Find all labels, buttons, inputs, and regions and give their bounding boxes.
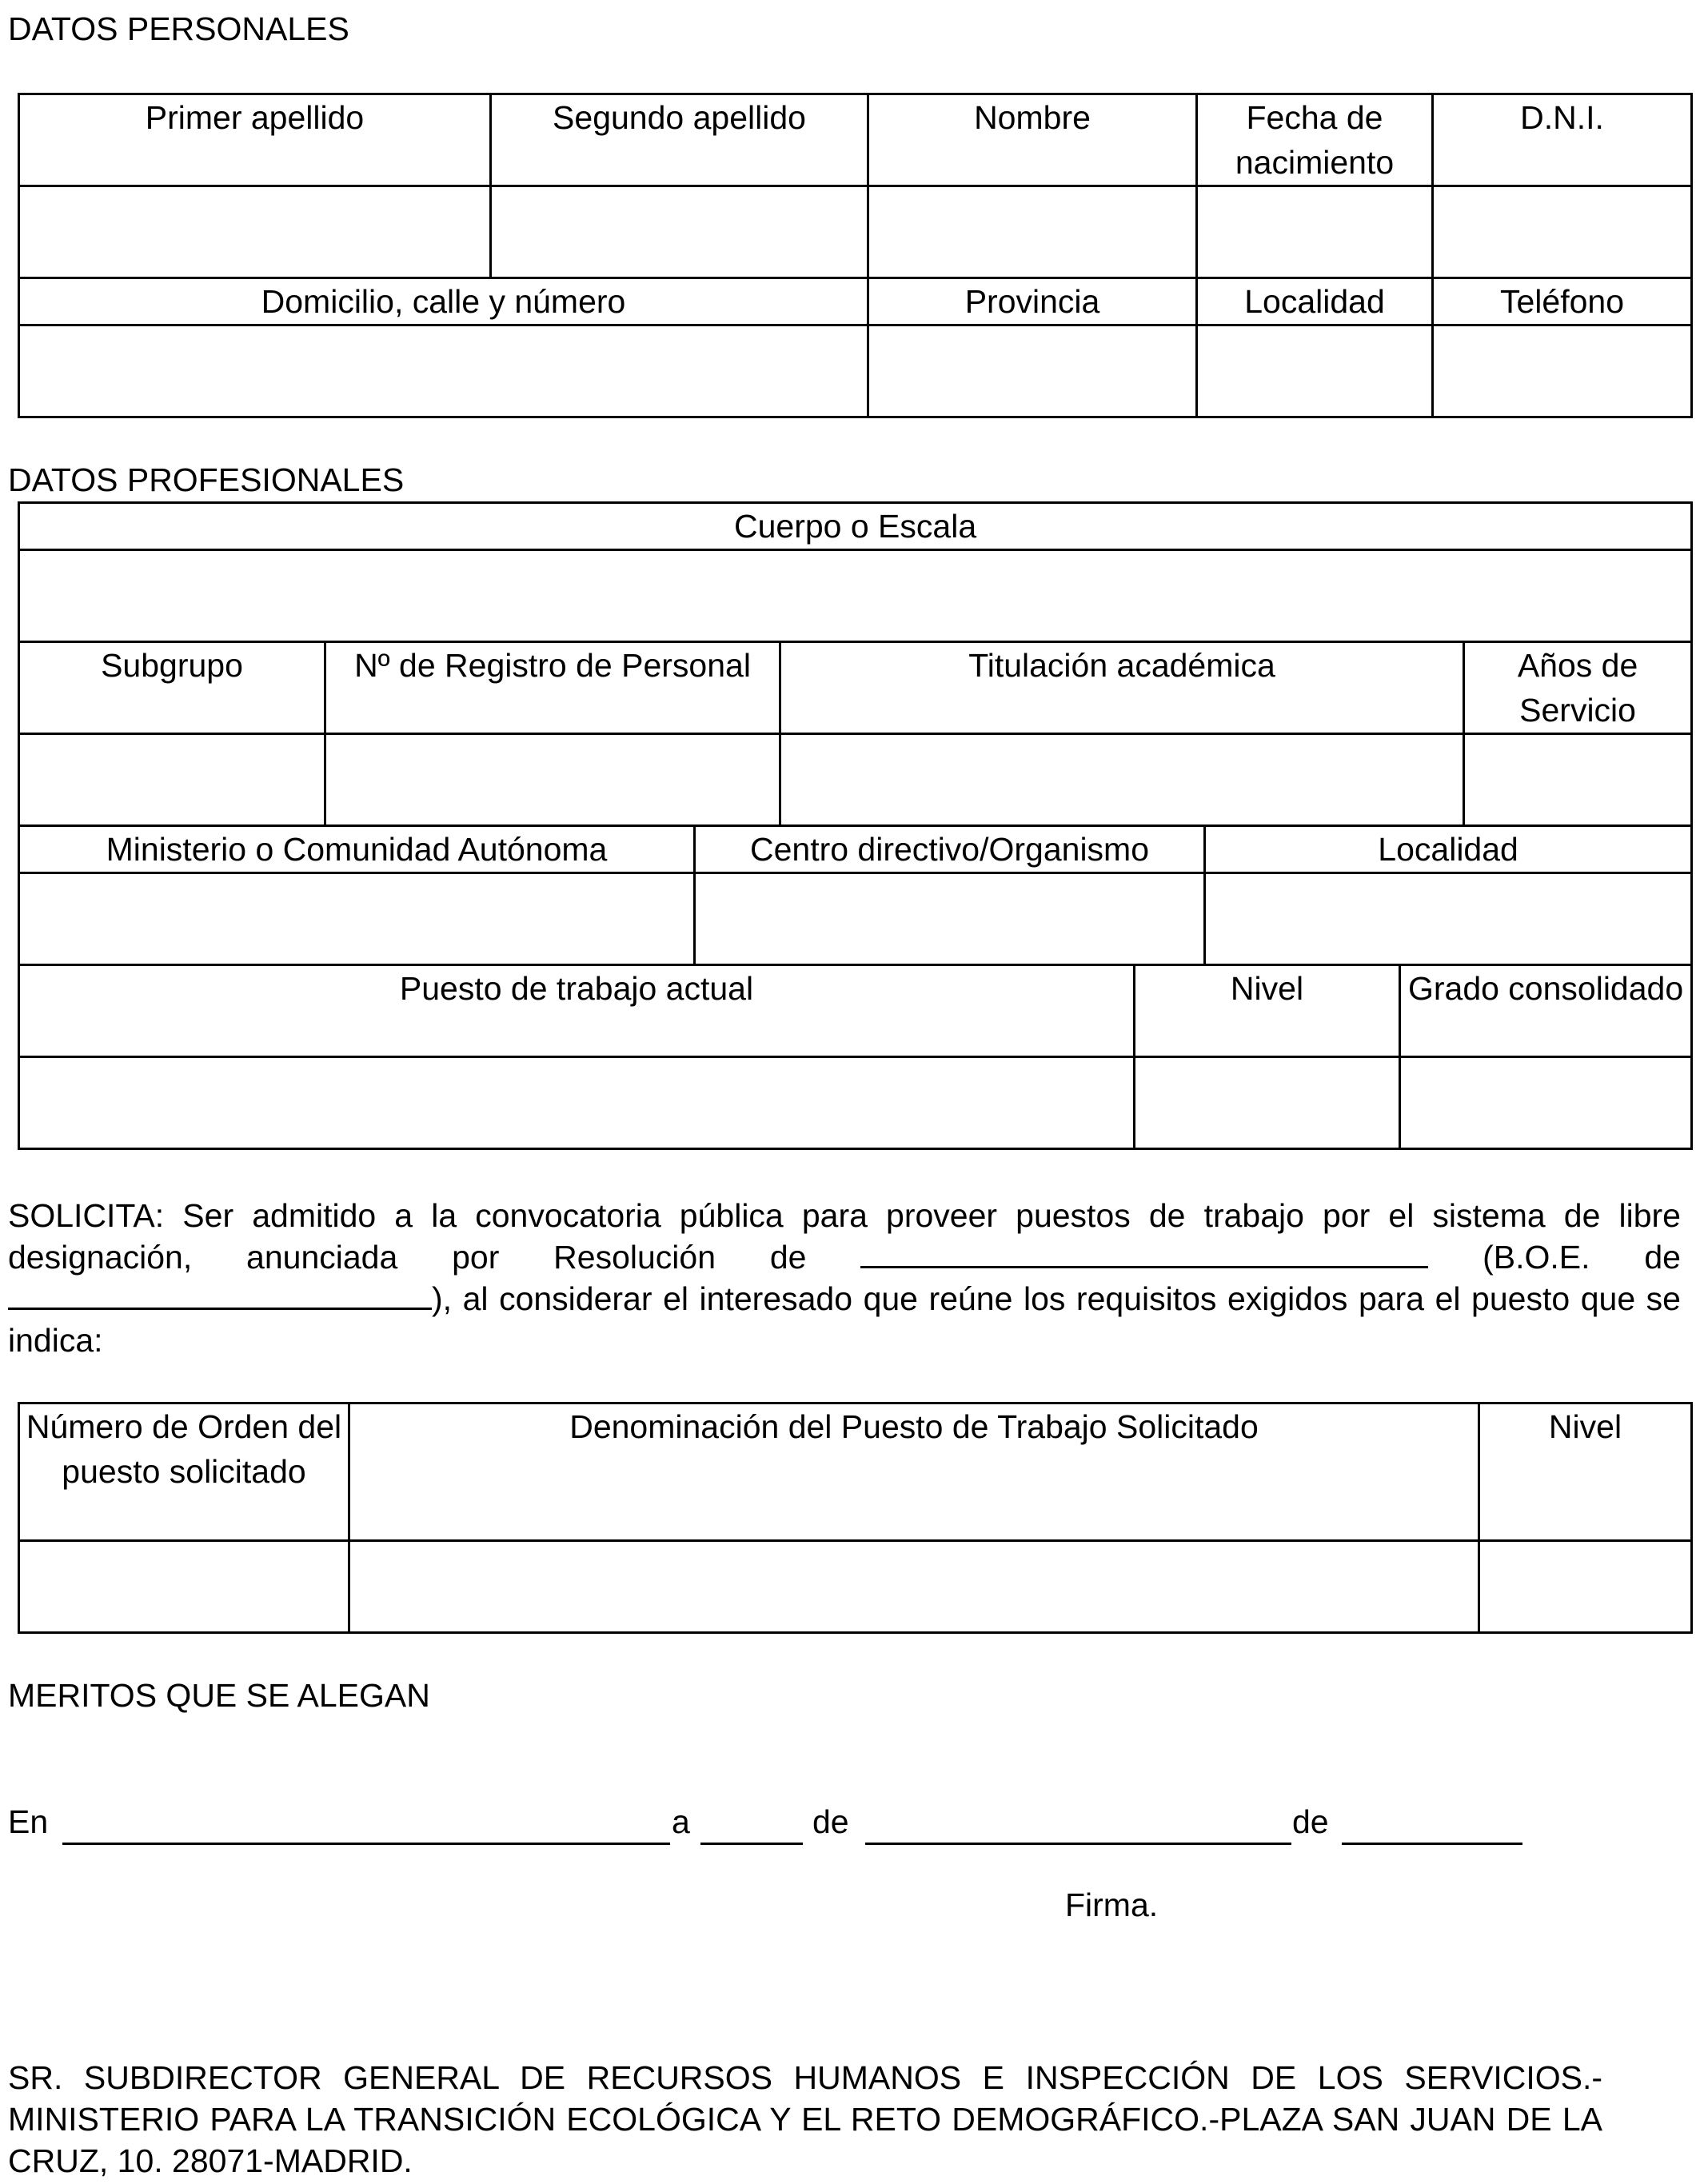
field-provincia[interactable] xyxy=(868,325,1197,417)
header-dni: D.N.I. xyxy=(1433,94,1692,186)
date-de-label-1: de xyxy=(812,1803,849,1840)
solicita-text-1: Ser admitido a la convocatoria pública para proveer puestos de trabajo por el sistema de libre designación, anunciada por Resolución de xyxy=(8,1197,1681,1276)
header-titulacion: Titulación académica xyxy=(780,642,1464,734)
section-title-professional: DATOS PROFESIONALES xyxy=(8,461,405,498)
date-a-label: a xyxy=(672,1803,690,1840)
field-numero-orden[interactable] xyxy=(19,1541,349,1633)
section-title-meritos: MERITOS QUE SE ALEGAN xyxy=(8,1677,430,1714)
resolucion-blank[interactable] xyxy=(860,1239,1428,1268)
recipient-address: SR. SUBDIRECTOR GENERAL DE RECURSOS HUMANOS E INSPECCIÓN DE LOS SERVICIOS.-MINISTERIO PARA LA TRANSICIÓN ECOLÓGICA Y EL RETO DEMOGRÁFICO.-PLAZA SAN JUAN DE LA CRUZ, 10. 28071-MADRID. xyxy=(8,2059,1602,2179)
header-grado-consolidado: Grado consolidado xyxy=(1400,965,1692,1057)
field-fecha-nacimiento[interactable] xyxy=(1197,186,1433,278)
header-puesto-actual: Puesto de trabajo actual xyxy=(19,965,1135,1057)
field-ministerio[interactable] xyxy=(19,873,695,965)
field-titulacion[interactable] xyxy=(780,734,1464,826)
section-title-personal: DATOS PERSONALES xyxy=(8,10,349,47)
header-nivel: Nivel xyxy=(1135,965,1400,1057)
field-domicilio[interactable] xyxy=(19,325,868,417)
header-centro-directivo: Centro directivo/Organismo xyxy=(695,826,1205,873)
header-localidad: Localidad xyxy=(1197,278,1433,325)
date-en-label: En xyxy=(8,1803,49,1840)
solicita-text-2: (B.O.E. xyxy=(1483,1239,1590,1276)
solicita-label: SOLICITA: xyxy=(8,1197,165,1234)
header-numero-orden: Número de Orden del puesto solicitado xyxy=(19,1403,349,1541)
header-segundo-apellido: Segundo apellido xyxy=(491,94,868,186)
boe-blank[interactable] xyxy=(8,1280,432,1310)
date-de-label-2: de xyxy=(1292,1803,1329,1840)
solicita-paragraph xyxy=(8,1195,1681,1361)
field-segundo-apellido[interactable] xyxy=(491,186,868,278)
field-anos-servicio[interactable] xyxy=(1464,734,1692,826)
header-telefono: Teléfono xyxy=(1433,278,1692,325)
field-nivel-solicitado[interactable] xyxy=(1479,1541,1692,1633)
field-registro-personal[interactable] xyxy=(325,734,780,826)
field-centro-directivo[interactable] xyxy=(695,873,1205,965)
field-telefono[interactable] xyxy=(1433,325,1692,417)
solicita-text-3: de xyxy=(1644,1239,1681,1276)
personal-data-table xyxy=(18,93,1693,418)
header-anos-servicio: Años de Servicio xyxy=(1464,642,1692,734)
requested-post-table xyxy=(18,1402,1693,1634)
year-blank[interactable] xyxy=(1342,1816,1522,1845)
header-nivel-solicitado: Nivel xyxy=(1479,1403,1692,1541)
field-nivel[interactable] xyxy=(1135,1057,1400,1149)
day-blank[interactable] xyxy=(700,1816,803,1845)
field-subgrupo[interactable] xyxy=(19,734,325,826)
header-primer-apellido: Primer apellido xyxy=(19,94,491,186)
header-nombre: Nombre xyxy=(868,94,1197,186)
place-blank[interactable] xyxy=(62,1816,670,1845)
header-domicilio: Domicilio, calle y número xyxy=(19,278,868,325)
header-registro-personal: Nº de Registro de Personal xyxy=(325,642,780,734)
field-localidad-prof[interactable] xyxy=(1205,873,1692,965)
header-cuerpo-escala: Cuerpo o Escala xyxy=(19,503,1692,550)
solicita-text-4: ), al considerar el interesado que reúne los requisitos exigidos para el puesto que se indica: xyxy=(8,1280,1681,1359)
field-grado-consolidado[interactable] xyxy=(1400,1057,1692,1149)
header-denominacion: Denominación del Puesto de Trabajo Solicitado xyxy=(349,1403,1479,1541)
professional-data-table xyxy=(18,501,1693,1150)
header-provincia: Provincia xyxy=(868,278,1197,325)
header-subgrupo: Subgrupo xyxy=(19,642,325,734)
field-primer-apellido[interactable] xyxy=(19,186,491,278)
field-dni[interactable] xyxy=(1433,186,1692,278)
field-denominacion[interactable] xyxy=(349,1541,1479,1633)
header-ministerio: Ministerio o Comunidad Autónoma xyxy=(19,826,695,873)
header-fecha-nacimiento: Fecha de nacimiento xyxy=(1197,94,1433,186)
month-blank[interactable] xyxy=(865,1816,1291,1845)
field-localidad[interactable] xyxy=(1197,325,1433,417)
field-cuerpo-escala[interactable] xyxy=(19,550,1692,642)
field-puesto-actual[interactable] xyxy=(19,1057,1135,1149)
header-localidad-prof: Localidad xyxy=(1205,826,1692,873)
signature-label: Firma. xyxy=(1065,1887,1159,1923)
field-nombre[interactable] xyxy=(868,186,1197,278)
